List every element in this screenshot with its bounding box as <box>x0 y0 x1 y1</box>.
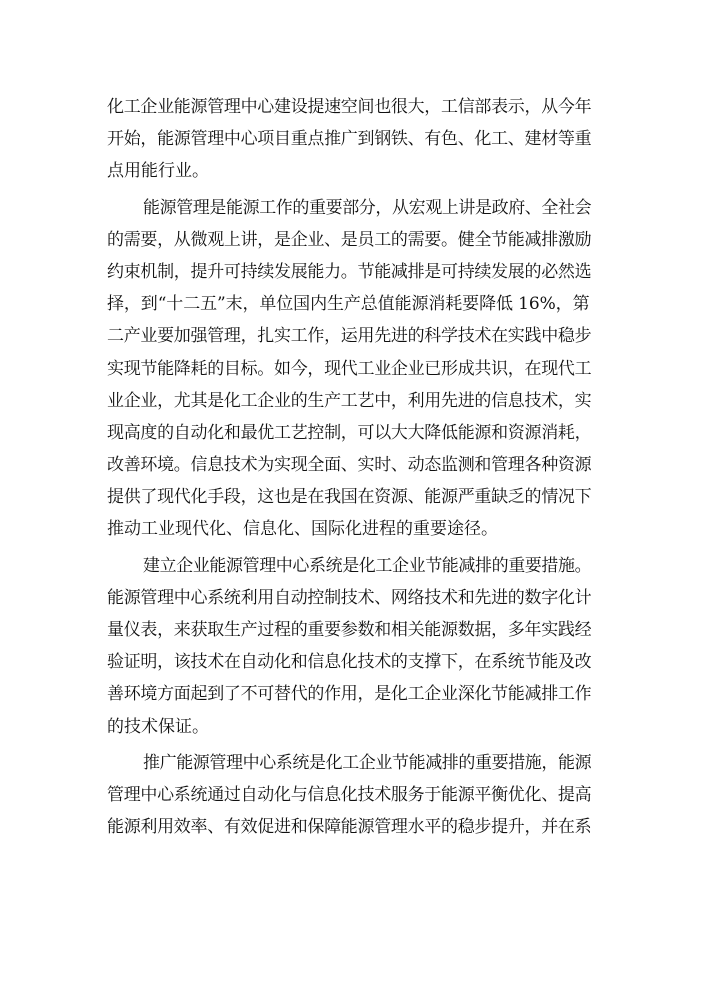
text-line: 业企业，尤其是化工企业的生产工艺中，利用先进的信息技术，实 <box>107 390 592 411</box>
text-line: 能源管理中心系统利用自动控制技术、网络技术和先进的数字化计 <box>107 587 592 608</box>
text-line: 择，到“十二五”末，单位国内生产总值能源消耗要降低 16%，第 <box>107 294 590 315</box>
text-line: 实现节能降耗的目标。如今，现代工业企业已形成共识，在现代工 <box>107 358 592 379</box>
text-line: 的技术保证。 <box>107 716 209 737</box>
text-line: 善环境方面起到了不可替代的作用，是化工企业深化节能减排工作 <box>107 684 592 705</box>
text-line: 能源利用效率、有效促进和保障能源管理水平的稳步提升，并在系 <box>107 817 592 838</box>
text-line: 推广能源管理中心系统是化工企业节能减排的重要措施，能源 <box>143 752 592 773</box>
document-body <box>107 91 591 843</box>
text-line: 点用能行业。 <box>107 161 209 182</box>
text-line: 约束机制，提升可持续发展能力。节能减排是可持续发展的必然选 <box>107 261 592 282</box>
text-line: 建立企业能源管理中心系统是化工企业节能减排的重要措施。 <box>143 555 592 576</box>
text-line: 改善环境。信息技术为实现全面、实时、动态监测和管理各种资源 <box>107 455 592 476</box>
text-line: 的需要，从微观上讲，是企业、是员工的需要。健全节能减排激励 <box>107 229 592 250</box>
text-line: 二产业要加强管理，扎实工作，运用先进的科学技术在实践中稳步 <box>107 326 592 347</box>
paragraph <box>107 91 591 188</box>
text-line: 验证明，该技术在自动化和信息化技术的支撑下，在系统节能及改 <box>107 652 592 673</box>
paragraph <box>107 192 591 546</box>
text-line: 管理中心系统通过自动化与信息化技术服务于能源平衡优化、提高 <box>107 784 592 805</box>
text-line: 开始，能源管理中心项目重点推广到钢铁、有色、化工、建材等重 <box>107 129 592 150</box>
paragraph <box>107 747 591 844</box>
text-line: 量仪表，来获取生产过程的重要参数和相关能源数据，多年实践经 <box>107 620 592 640</box>
text-line: 提供了现代化手段，这也是在我国在资源、能源严重缺乏的情况下 <box>107 487 592 508</box>
paragraph <box>107 550 591 743</box>
text-line: 推动工业现代化、信息化、国际化进程的重要途径。 <box>107 519 498 540</box>
text-line: 现高度的自动化和最优工艺控制，可以大大降低能源和资源消耗， <box>107 422 592 443</box>
text-line: 化工企业能源管理中心建设提速空间也很大，工信部表示，从今年 <box>107 97 592 117</box>
text-line: 能源管理是能源工作的重要部分，从宏观上讲是政府、全社会 <box>143 197 592 218</box>
